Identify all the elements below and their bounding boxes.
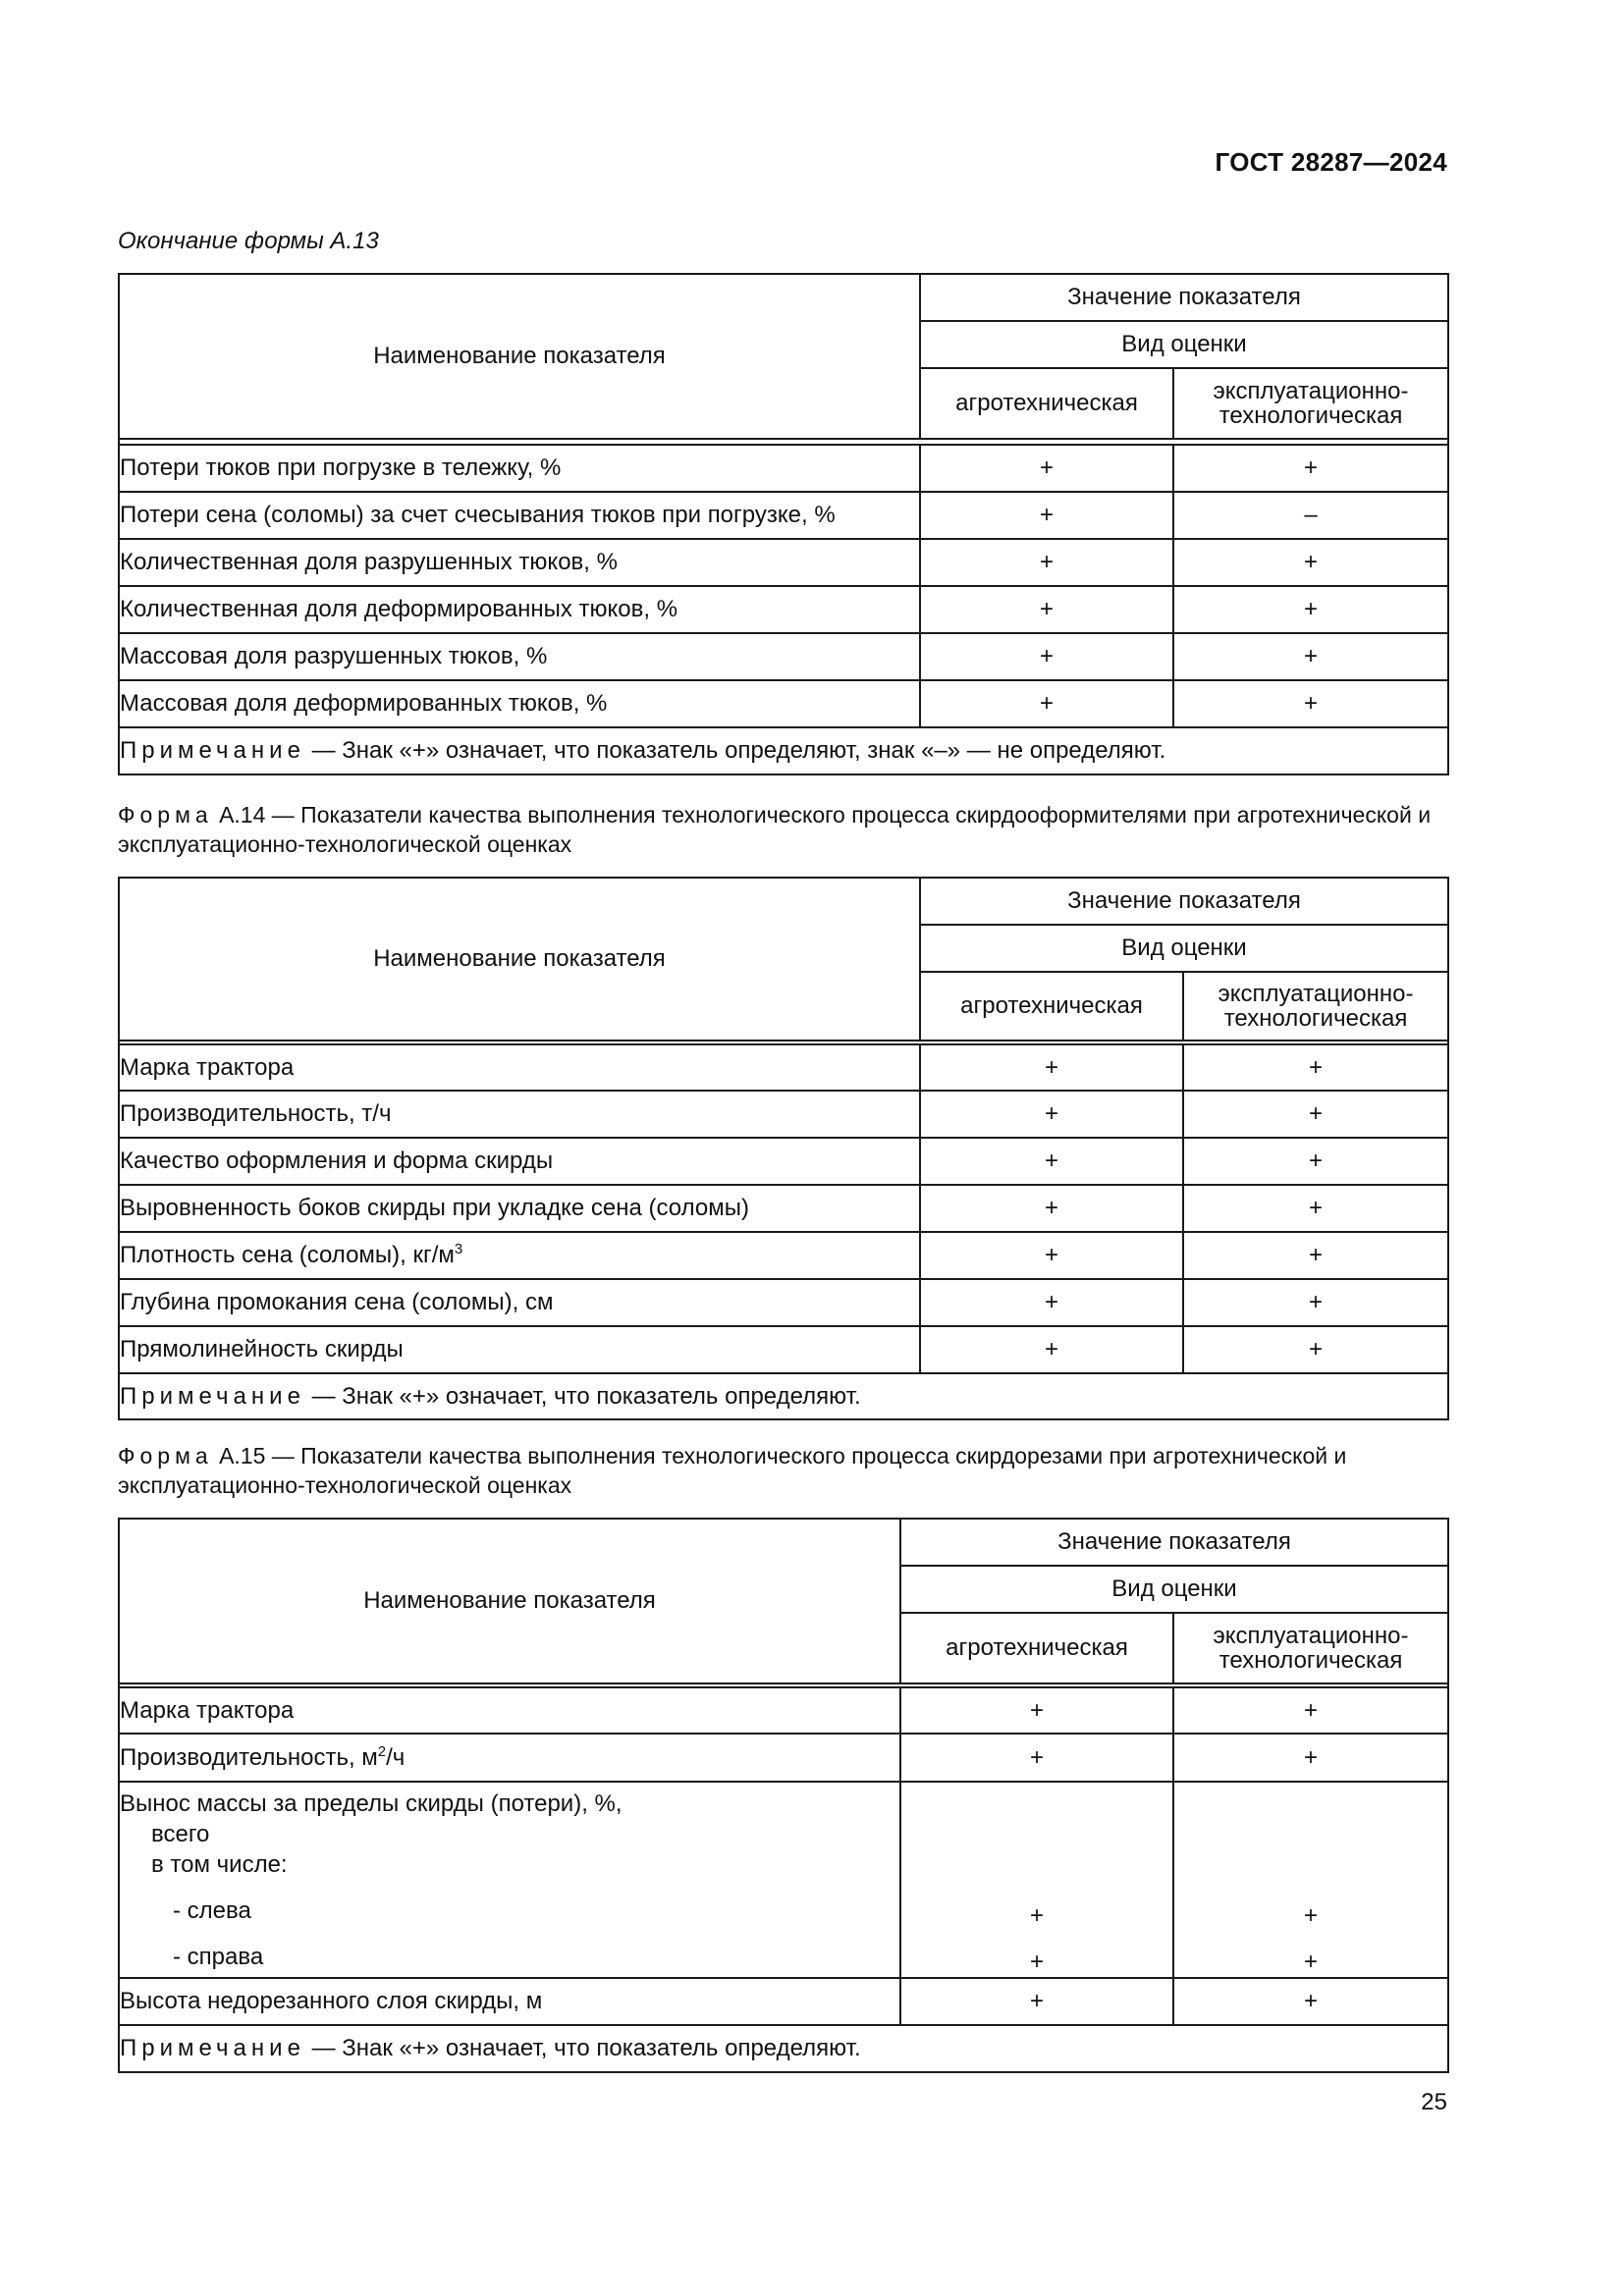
table-row-name: Выровненность боков скирды при укладке сена (соломы) xyxy=(119,1185,920,1232)
expl-mark: – xyxy=(1173,492,1448,539)
table-row-name: Высота недорезанного слоя скирды, м xyxy=(119,1978,900,2025)
continuation-caption: Окончание формы А.13 xyxy=(118,228,379,254)
agro-mark: + xyxy=(900,1687,1173,1734)
expl-mark: + xyxy=(1183,1185,1448,1232)
agro-mark: + xyxy=(900,1978,1173,2025)
expl-mark: + xyxy=(1173,680,1448,727)
agro-mark: + xyxy=(920,1091,1183,1138)
table-a14 xyxy=(118,877,1449,1420)
table-row-name: Вынос массы за пределы скирды (потери), %, всего в том числе: - слева - справа xyxy=(119,1782,900,1978)
agro-mark: + xyxy=(920,1185,1183,1232)
table-note: Примечание — Знак «+» означает, что показатель определяют. xyxy=(119,2025,1448,2072)
expl-mark: + xyxy=(1183,1138,1448,1185)
sub-item-right: - справа xyxy=(173,1943,264,1970)
expl-mark: + xyxy=(1183,1279,1448,1326)
expl-mark: + xyxy=(1183,1232,1448,1279)
table-row-name: Марка трактора xyxy=(119,1044,920,1091)
agro-mark: + xyxy=(920,1232,1183,1279)
expl-mark: + + xyxy=(1173,1782,1448,1978)
header-agro: агротехническая xyxy=(920,972,1183,1041)
table-row-name: Марка трактора xyxy=(119,1687,900,1734)
table-row-name: Глубина промокания сена (соломы), см xyxy=(119,1279,920,1326)
expl-mark: + xyxy=(1183,1044,1448,1091)
table-row-name: Плотность сена (соломы), $кг/м^3$ xyxy=(119,1232,920,1279)
table-row-name: Производительность, $м^2/ч$ xyxy=(119,1734,900,1782)
expl-mark: + xyxy=(1173,1734,1448,1782)
agro-mark: + xyxy=(920,680,1173,727)
table-row-name: Производительность, т/ч xyxy=(119,1091,920,1138)
agro-mark: + xyxy=(920,586,1173,633)
expl-mark: + xyxy=(1173,445,1448,492)
table-note: Примечание — Знак «+» означает, что показатель определяют, знак «–» — не определяют. xyxy=(119,727,1448,774)
table-row-name: Массовая доля деформированных тюков, % xyxy=(119,680,920,727)
page-number: 25 xyxy=(1421,2089,1447,2115)
header-indicator-name: Наименование показателя xyxy=(119,1519,900,1683)
agro-mark: + + xyxy=(900,1782,1173,1978)
expl-mark: + xyxy=(1173,539,1448,586)
expl-mark: + xyxy=(1173,586,1448,633)
agro-mark: + xyxy=(920,1138,1183,1185)
header-indicator-value: Значение показателя xyxy=(920,878,1448,925)
sub-item-left: - слева xyxy=(173,1896,251,1924)
table-row-name: Количественная доля разрушенных тюков, % xyxy=(119,539,920,586)
table-row-name: Качество оформления и форма скирды xyxy=(119,1138,920,1185)
table-row-name: Потери сена (соломы) за счет счесывания тюков при погрузке, % xyxy=(119,492,920,539)
form-a15-caption: Форма А.15 — Показатели качества выполнения технологического процесса скирдорезами при агротехнической и эксплуатационно-технологической оценках xyxy=(118,1443,1347,1498)
agro-mark: + xyxy=(920,1326,1183,1373)
header-indicator-name: Наименование показателя xyxy=(119,878,920,1041)
header-assessment-type: Вид оценки xyxy=(920,925,1448,972)
header-agro: агротехническая xyxy=(920,368,1173,439)
header-expl: эксплуатационно- технологическая xyxy=(1173,1613,1448,1683)
agro-mark: + xyxy=(920,1279,1183,1326)
header-indicator-name: Наименование показателя xyxy=(119,274,920,439)
table-row-name: Прямолинейность скирды xyxy=(119,1326,920,1373)
table-row-name: Массовая доля разрушенных тюков, % xyxy=(119,633,920,680)
header-expl: эксплуатационно- технологическая xyxy=(1173,368,1448,439)
table-a13 xyxy=(118,273,1449,775)
expl-mark: + xyxy=(1173,1687,1448,1734)
expl-mark: + xyxy=(1183,1091,1448,1138)
header-indicator-value: Значение показателя xyxy=(920,274,1448,321)
table-row-name: Потери тюков при погрузке в тележку, % xyxy=(119,445,920,492)
form-a14-caption: Форма А.14 — Показатели качества выполнения технологического процесса скирдооформителями при агротехнической и эксплуатационно-технологической оценках xyxy=(118,802,1432,857)
agro-mark: + xyxy=(920,633,1173,680)
table-a15 xyxy=(118,1518,1449,2073)
table-note: Примечание — Знак «+» означает, что показатель определяют. xyxy=(119,1373,1448,1419)
expl-mark: + xyxy=(1173,1978,1448,2025)
table-row-name: Количественная доля деформированных тюков, % xyxy=(119,586,920,633)
agro-mark: + xyxy=(920,1044,1183,1091)
standard-id: ГОСТ 28287—2024 xyxy=(1215,147,1447,177)
header-indicator-value: Значение показателя xyxy=(900,1519,1448,1566)
agro-mark: + xyxy=(920,492,1173,539)
expl-mark: + xyxy=(1173,633,1448,680)
agro-mark: + xyxy=(900,1734,1173,1782)
header-assessment-type: Вид оценки xyxy=(920,321,1448,368)
expl-mark: + xyxy=(1183,1326,1448,1373)
header-expl: эксплуатационно- технологическая xyxy=(1183,972,1448,1041)
agro-mark: + xyxy=(920,539,1173,586)
header-agro: агротехническая xyxy=(900,1613,1173,1683)
header-assessment-type: Вид оценки xyxy=(900,1566,1448,1613)
agro-mark: + xyxy=(920,445,1173,492)
